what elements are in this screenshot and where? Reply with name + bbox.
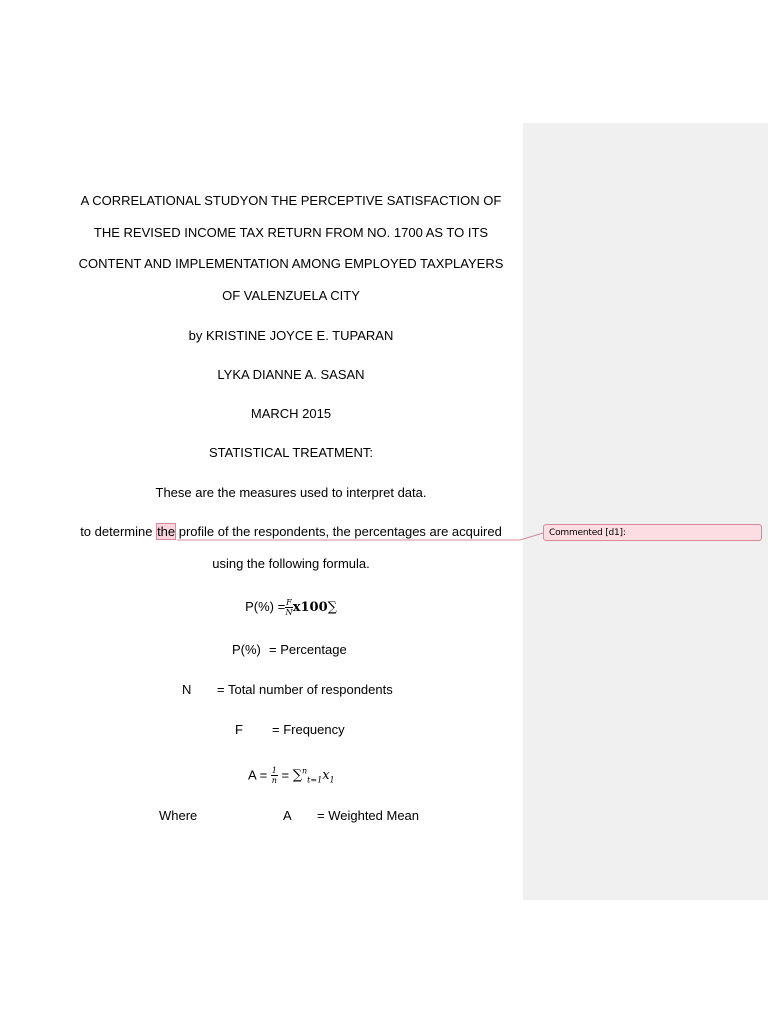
formula1-numerator: F (286, 598, 292, 607)
date: MARCH 2015 (250, 406, 332, 421)
def-n-desc: = Total number of respondents (217, 682, 393, 697)
formula2-numerator: 1 (271, 766, 277, 776)
where-desc: = Weighted Mean (317, 808, 420, 823)
title-line-2: THE REVISED INCOME TAX RETURN FROM NO. 1700 AS TO ITS (93, 225, 489, 240)
title-line-1: A CORRELATIONAL STUDYON THE PERCEPTIVE SATISFACTION OF (80, 193, 502, 208)
author-1: by KRISTINE JOYCE E. TUPARAN (188, 328, 394, 343)
formula2-denominator: n (271, 776, 277, 786)
commented-text-highlight[interactable]: the (157, 524, 176, 539)
formula2-var: x (322, 768, 330, 784)
def-n-symbol: N (182, 682, 192, 697)
where-symbol: A (283, 808, 292, 823)
def-f-desc: = Frequency (272, 722, 345, 737)
comment-label: Commented [d1]: (549, 528, 626, 538)
formula1-denominator: N (285, 608, 293, 617)
comment-connector-diagonal (520, 533, 543, 540)
profile-sentence-2: using the following formula. (212, 556, 370, 571)
formula2-sum-sign: ∑ (292, 768, 303, 784)
formula1-sum: ∑ (327, 599, 337, 615)
formula2-sum-sup: n (302, 767, 308, 776)
def-f-symbol: F (235, 722, 243, 737)
formula2-eq: = (281, 767, 290, 783)
profile-sentence-after: profile of the respondents, the percentages are acquired (175, 524, 502, 539)
section-heading: STATISTICAL TREATMENT: (209, 445, 373, 460)
title-line-3: CONTENT AND IMPLEMENTATION AMONG EMPLOYED TAXPLAYERS (78, 256, 504, 271)
def-percentage-symbol: P(%) (232, 642, 261, 657)
intro-text: These are the measures used to interpret data. (155, 485, 427, 500)
title-line-4: OF VALENZUELA CITY (222, 288, 360, 303)
where-label: Where (159, 808, 198, 823)
profile-sentence-before: to determine (80, 524, 157, 539)
formula2-lhs: A = (248, 767, 268, 783)
author-2: LYKA DIANNE A. SASAN (217, 367, 365, 382)
formula1-lhs: P(%) = (245, 598, 286, 614)
formula1-rest: x100 (292, 599, 328, 615)
formula2-var-sub: 1 (329, 775, 335, 785)
comment-balloon[interactable] (543, 524, 762, 541)
formula2-sum-sub: t=1 (307, 775, 323, 785)
def-percentage-desc: = Percentage (269, 642, 347, 657)
